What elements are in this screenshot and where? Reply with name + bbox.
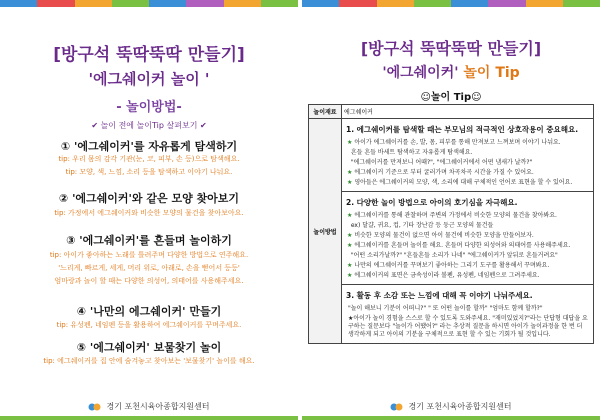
list-item: ★ 에그쉐이커를 흔들며 놀이를 해요. 흔들며 다양한 의성어와 의태어를 사용해주세요. bbox=[347, 242, 571, 249]
list-item: ★ 에그쉐이커를 통해 관찰하며 주변의 가정에서 비슷한 모양의 물건을 찾아봐요. bbox=[347, 212, 557, 219]
step-1-tip-2: tip: 모양, 색, 느낌, 소리 등을 탐색하고 이야기 나눠요. bbox=[65, 168, 233, 176]
step-3-tip-2: '느리게, 빠르게, 세게, 머리 위로, 아래로, 손을 뻗어서 등등' bbox=[58, 264, 240, 272]
center-logo-icon bbox=[390, 402, 404, 412]
bottom-bar bbox=[0, 416, 298, 420]
right-page bbox=[302, 0, 600, 420]
step-4-tip-1: tip: 유성펜, 네임펜 등을 활용하여 에그쉐이커를 꾸며주세요. bbox=[56, 321, 242, 329]
page-title: [방구석 뚝딱뚝딱 만들기] bbox=[53, 45, 245, 65]
footer-text: 경기 포천시육아종합지원센터 bbox=[408, 402, 512, 411]
footer bbox=[302, 401, 600, 412]
section-3-heading: 3. 활동 후 소감 또는 느낌에 대해 꼭 이야기 나눠주세요. bbox=[346, 291, 533, 300]
page-title: [방구석 뚝딱뚝딱 만들기] bbox=[360, 39, 542, 58]
list-item: ★ 아이가 에그쉐이커를 손, 발, 몸, 피부를 통해 만져보고 느껴보며 이야기 나눠요. bbox=[347, 139, 561, 146]
step-3-heading: ③ '에그쉐이커'를 흔들며 놀이하기 bbox=[66, 234, 232, 247]
method-heading: - 놀이방법- bbox=[116, 100, 182, 115]
step-3-tip-1: tip: 아이가 좋아하는 노래를 틀려주며 다양한 방법으로 연주해요. bbox=[49, 251, 249, 259]
list-item: ★ 비슷한 모양의 물건이 없으면 아이 물건에 비슷한 모양을 만들어보자. bbox=[347, 232, 534, 239]
bottom-bar bbox=[302, 416, 600, 420]
list-item: ★아이가 놀이 경험을 스스로 할 수 있도록 도와주세요. "재미있었지?"라는 단답형 대답을 요구하는 질문보다 "놀이가 어땠어?" 라는 추상적 질문을 하시면 아이가 놀이과정을 한 번 더 생각하게 되고 아이의 기분을 구체적으로 표현 할 수 있는 기회가 될 것입니다. bbox=[348, 315, 588, 338]
list-item: "놀이 해보니 기분이 어떠니?" " 또 어떤 놀이를 할까" "엄마도 함께 할까?" bbox=[348, 305, 543, 312]
section-1 bbox=[342, 119, 594, 192]
step-5-tip-1: tip: 에그쉐이커를 집 안에 숨겨놓고 찾아보는 '보물찾기' 놀이를 해요. bbox=[43, 357, 255, 365]
footer bbox=[0, 401, 298, 412]
section-1-heading: 1. 에그쉐이커를 탐색할 때는 부모님의 적극적인 상호작용이 중요해요. bbox=[346, 125, 579, 134]
section-3 bbox=[342, 285, 594, 344]
list-item: "어떤 소리가날까?" "흔들흔들 소리가 나네" "에그쉐이커가 앞뒤로 흔들거려요" bbox=[350, 252, 558, 259]
tip-heading: ☺놀이 Tip☺ bbox=[420, 92, 482, 103]
color-bar bbox=[302, 0, 600, 7]
page-subtitle bbox=[302, 62, 600, 82]
list-item: ★ 에그쉐이커 기준으로 부터 굴러가며 차곡차곡 시간을 가질 수 있어요. bbox=[347, 169, 534, 176]
step-1-tip-1: tip: 우리 몸의 감각 기관(눈, 코, 피부, 손 등)으로 탐색해요. bbox=[58, 155, 240, 163]
center-logo-icon bbox=[88, 402, 102, 412]
list-item: ★ 나만의 에그쉐이커를 꾸며보기 좋아하는 그리기 도구를 활용해서 꾸며봐요. bbox=[347, 262, 550, 269]
step-1-heading: ① '에그쉐이커'를 자유롭게 탐색하기 bbox=[60, 140, 238, 153]
section-2-heading: 2. 다양한 놀이 방법으로 아이의 호기심을 자극해요. bbox=[346, 198, 518, 207]
left-page bbox=[0, 0, 298, 420]
step-4-heading: ④ '나만의 에그쉐이커' 만들기 bbox=[76, 305, 222, 318]
materials-label: 놀이재료 bbox=[309, 105, 342, 119]
color-bar bbox=[0, 0, 298, 7]
subtitle-tip: 놀이 Tip bbox=[463, 65, 520, 81]
section-2 bbox=[342, 192, 594, 285]
list-item: "에그쉐이커를 만져보니 어때?", "에그쉐이커에서 어떤 냄새가 날까?" bbox=[350, 159, 533, 166]
list-item: ★ 에그쉐이커의 표면은 금속성이라 볼펜, 유성펜, 네임펜으로 그려주세요. bbox=[347, 272, 540, 279]
method-label: 놀이방법 bbox=[309, 119, 342, 344]
tip-intro: ✔ 놀이 전에 놀이Tip 살펴보기 ✔ bbox=[91, 121, 207, 130]
step-3-tip-3: 엄마랑과 놀이 할 때는 다양한 의성어, 의태어를 사용해주세요. bbox=[54, 277, 244, 285]
tip-table bbox=[308, 104, 594, 344]
list-item: 흔들 흔들 바세트 탐색하고 자유롭게 탐색해요. bbox=[350, 149, 473, 156]
step-2-tip-1: tip: 가정에서 에그쉐이커와 비슷한 모양의 물건을 찾아보아요. bbox=[54, 209, 244, 217]
step-5-heading: ⑤ '에그쉐이커' 보물찾기 놀이 bbox=[76, 341, 222, 354]
subtitle-main: '에그쉐이커' bbox=[382, 65, 459, 81]
step-2-heading: ② '에그쉐이커'와 같은 모양 찾아보기 bbox=[58, 192, 240, 205]
materials-value: 에그쉐이커 bbox=[342, 105, 594, 119]
footer-text: 경기 포천시육아종합지원센터 bbox=[106, 402, 210, 411]
list-item: ★ 영아들은 에그쉐이커의 모양, 색, 소리에 대해 구체적인 언어로 표현을 할 수 있어요. bbox=[347, 179, 573, 186]
page-subtitle: '에그쉐이커 놀이 ' bbox=[88, 70, 210, 88]
list-item: ex) 달걀, 귀요, 컵, 기타 장난감 등 둥근 모양의 물건들 bbox=[350, 222, 494, 229]
